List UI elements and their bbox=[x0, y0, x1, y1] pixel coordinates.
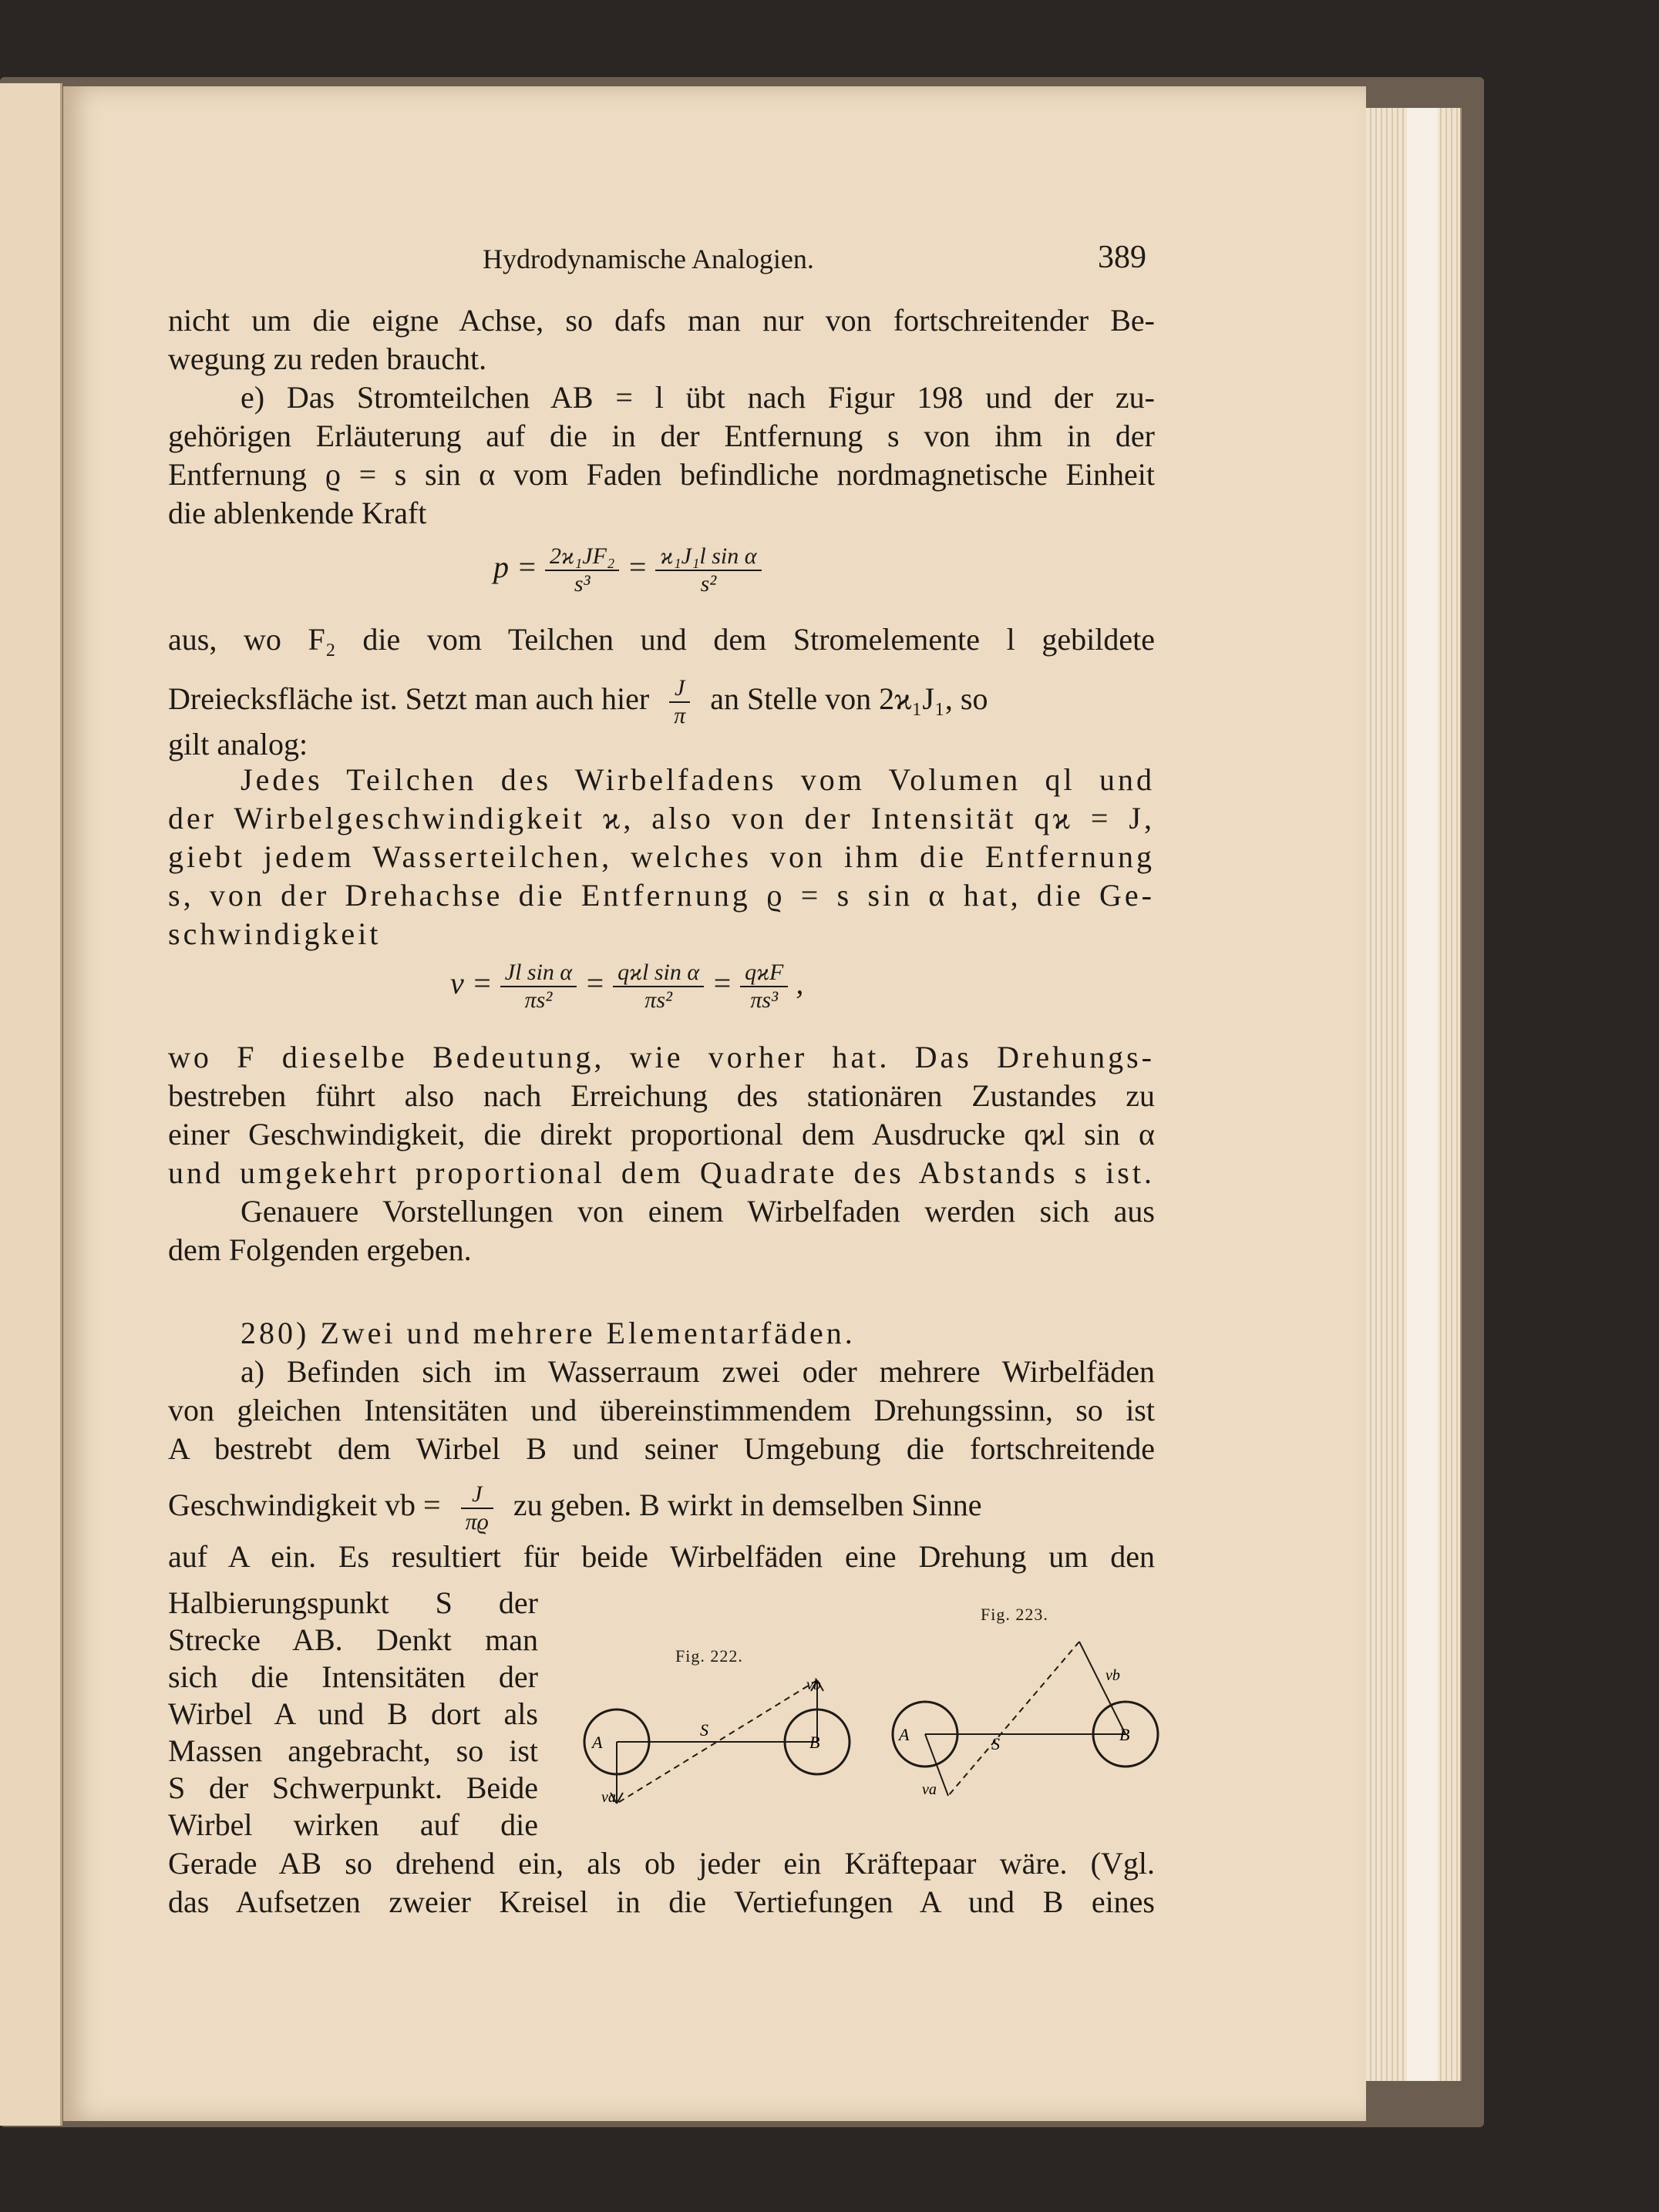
text-line: von gleichen Intensitäten und übereinstimmendem Drehungssinn, so ist bbox=[168, 1393, 1155, 1427]
text-line: e) Das Stromteilchen AB = l übt nach Figur 198 und der zu- bbox=[241, 380, 1155, 415]
fraction bbox=[500, 960, 577, 1014]
section-heading: 280) Zwei und mehrere Elementarfäden. bbox=[241, 1316, 856, 1350]
denominator: π bbox=[674, 703, 686, 728]
equals-sign: = bbox=[584, 966, 606, 1000]
point-label-b: B bbox=[809, 1733, 820, 1752]
velocity-label-a: va bbox=[601, 1789, 616, 1806]
fraction bbox=[545, 543, 619, 597]
denominator: πϱ bbox=[465, 1509, 489, 1535]
text-line: der Wirbelgeschwindigkeit ϰ, also von der Intensität qϰ = J, bbox=[168, 801, 1155, 835]
figure-caption: Fig. 223. bbox=[981, 1605, 1048, 1624]
equals-sign: = bbox=[627, 550, 648, 584]
formula-velocity bbox=[450, 953, 803, 1014]
text-line: gehörigen Erläuterung auf die in der Entfernung s von ihm in der bbox=[168, 419, 1155, 453]
text-span: zu geben. B wirkt in demselben Sinne bbox=[513, 1488, 982, 1523]
figure-222 bbox=[570, 1665, 863, 1819]
text-line: aus, wo F₂ die vom Teilchen und dem Stromelemente l gebildete bbox=[168, 622, 1155, 657]
dashed-diagonal bbox=[948, 1642, 1079, 1796]
text-line: sich die Intensitäten der bbox=[168, 1659, 538, 1694]
numerator: qϰF bbox=[740, 960, 788, 987]
text-line: Gerade AB so drehend ein, als ob jeder ein Kräftepaar wäre. (Vgl. bbox=[168, 1846, 1155, 1881]
page-edge-white bbox=[1407, 108, 1438, 2081]
numerator: Jl sin α bbox=[500, 960, 577, 987]
formula-term: , bbox=[796, 966, 804, 1000]
text-line: Massen angebracht, so ist bbox=[168, 1733, 538, 1768]
text-line: S der Schwerpunkt. Beide bbox=[168, 1770, 538, 1805]
text-line: Wirbel wirken auf die bbox=[168, 1807, 538, 1842]
text-line: Jedes Teilchen des Wirbelfadens vom Volumen ql und bbox=[241, 762, 1155, 797]
fraction bbox=[740, 960, 788, 1014]
text-line: A bestrebt dem Wirbel B und seiner Umgebung die fortschreitende bbox=[168, 1431, 1155, 1466]
text-line: Genauere Vorstellungen von einem Wirbelfaden werden sich aus bbox=[241, 1194, 1155, 1229]
denominator: πs² bbox=[644, 987, 672, 1013]
text-line: Wirbel A und B dort als bbox=[168, 1696, 538, 1731]
text-line: giebt jedem Wasserteilchen, welches von ihm die Entfernung bbox=[168, 839, 1155, 874]
text-span: Geschwindigkeit vb = bbox=[168, 1488, 441, 1523]
text-line: auf A ein. Es resultiert für beide Wirbelfäden eine Drehung um den bbox=[168, 1539, 1155, 1574]
text-line: Strecke AB. Denkt man bbox=[168, 1622, 538, 1657]
text-line: wegung zu reden braucht. bbox=[168, 341, 487, 376]
numerator: J bbox=[669, 675, 690, 703]
numerator: J bbox=[461, 1481, 493, 1509]
text-line: einer Geschwindigkeit, die direkt proportional dem Ausdrucke qϰl sin α bbox=[168, 1117, 1155, 1151]
text-line: Halbierungspunkt S der bbox=[168, 1585, 538, 1620]
text-span: an Stelle von 2ϰ₁J₁, so bbox=[710, 681, 988, 717]
equals-sign: = bbox=[712, 966, 733, 1000]
velocity-arrow-b bbox=[1079, 1642, 1126, 1734]
denominator: s³ bbox=[574, 570, 591, 597]
denominator: πs³ bbox=[750, 987, 779, 1013]
point-label-s: S bbox=[991, 1734, 1000, 1753]
figure-223 bbox=[879, 1634, 1172, 1819]
text-line: bestreben führt also nach Erreichung des stationären Zustandes zu bbox=[168, 1078, 1155, 1113]
velocity-label-b: vb bbox=[806, 1676, 821, 1693]
numerator: 2ϰ₁JF₂ bbox=[545, 543, 619, 571]
text-line: wo F dieselbe Bedeutung, wie vorher hat. Das Drehungs- bbox=[168, 1040, 1155, 1074]
text-line: dem Folgenden ergeben. bbox=[168, 1232, 472, 1267]
formula-term: v = bbox=[450, 966, 493, 1000]
formula-force bbox=[493, 536, 762, 598]
point-label-s: S bbox=[700, 1720, 708, 1740]
running-header: Hydrodynamische Analogien. bbox=[483, 244, 814, 274]
denominator: s² bbox=[700, 570, 717, 597]
figure-caption: Fig. 222. bbox=[675, 1646, 743, 1666]
denominator: πs² bbox=[524, 987, 553, 1013]
text-line-with-fraction bbox=[168, 1481, 1155, 1535]
text-line: gilt analog: bbox=[168, 727, 308, 761]
text-line: schwindigkeit bbox=[168, 916, 382, 951]
text-line: und umgekehrt proportional dem Quadrate des Abstands s ist. bbox=[168, 1155, 1155, 1190]
point-label-b: B bbox=[1119, 1725, 1130, 1744]
left-page bbox=[0, 83, 62, 2126]
point-label-a: A bbox=[899, 1725, 910, 1744]
formula-term: p = bbox=[493, 550, 537, 584]
fraction bbox=[669, 675, 690, 729]
fraction bbox=[655, 543, 761, 597]
text-line: die ablenkende Kraft bbox=[168, 496, 427, 530]
velocity-label-a: va bbox=[922, 1781, 937, 1798]
text-span: Dreiecksfläche ist. Setzt man auch hier bbox=[168, 681, 650, 717]
fraction bbox=[613, 960, 704, 1014]
velocity-label-b: vb bbox=[1105, 1667, 1120, 1684]
text-line: Entfernung ϱ = s sin α vom Faden befindliche nordmagnetische Einheit bbox=[168, 457, 1155, 492]
numerator: ϰ₁J₁l sin α bbox=[655, 543, 761, 571]
numerator: qϰl sin α bbox=[613, 960, 704, 987]
text-line: nicht um die eigne Achse, so dafs man nur von fortschreitender Be- bbox=[168, 303, 1155, 338]
text-line: das Aufsetzen zweier Kreisel in die Vertiefungen A und B eines bbox=[168, 1884, 1155, 1919]
fraction bbox=[461, 1481, 493, 1535]
text-line-with-fraction bbox=[168, 675, 1155, 729]
point-label-a: A bbox=[592, 1733, 603, 1752]
page-number: 389 bbox=[1098, 240, 1146, 275]
text-line: a) Befinden sich im Wasserraum zwei oder mehrere Wirbelfäden bbox=[241, 1354, 1155, 1389]
text-line: s, von der Drehachse die Entfernung ϱ = s sin α hat, die Ge- bbox=[168, 878, 1155, 913]
